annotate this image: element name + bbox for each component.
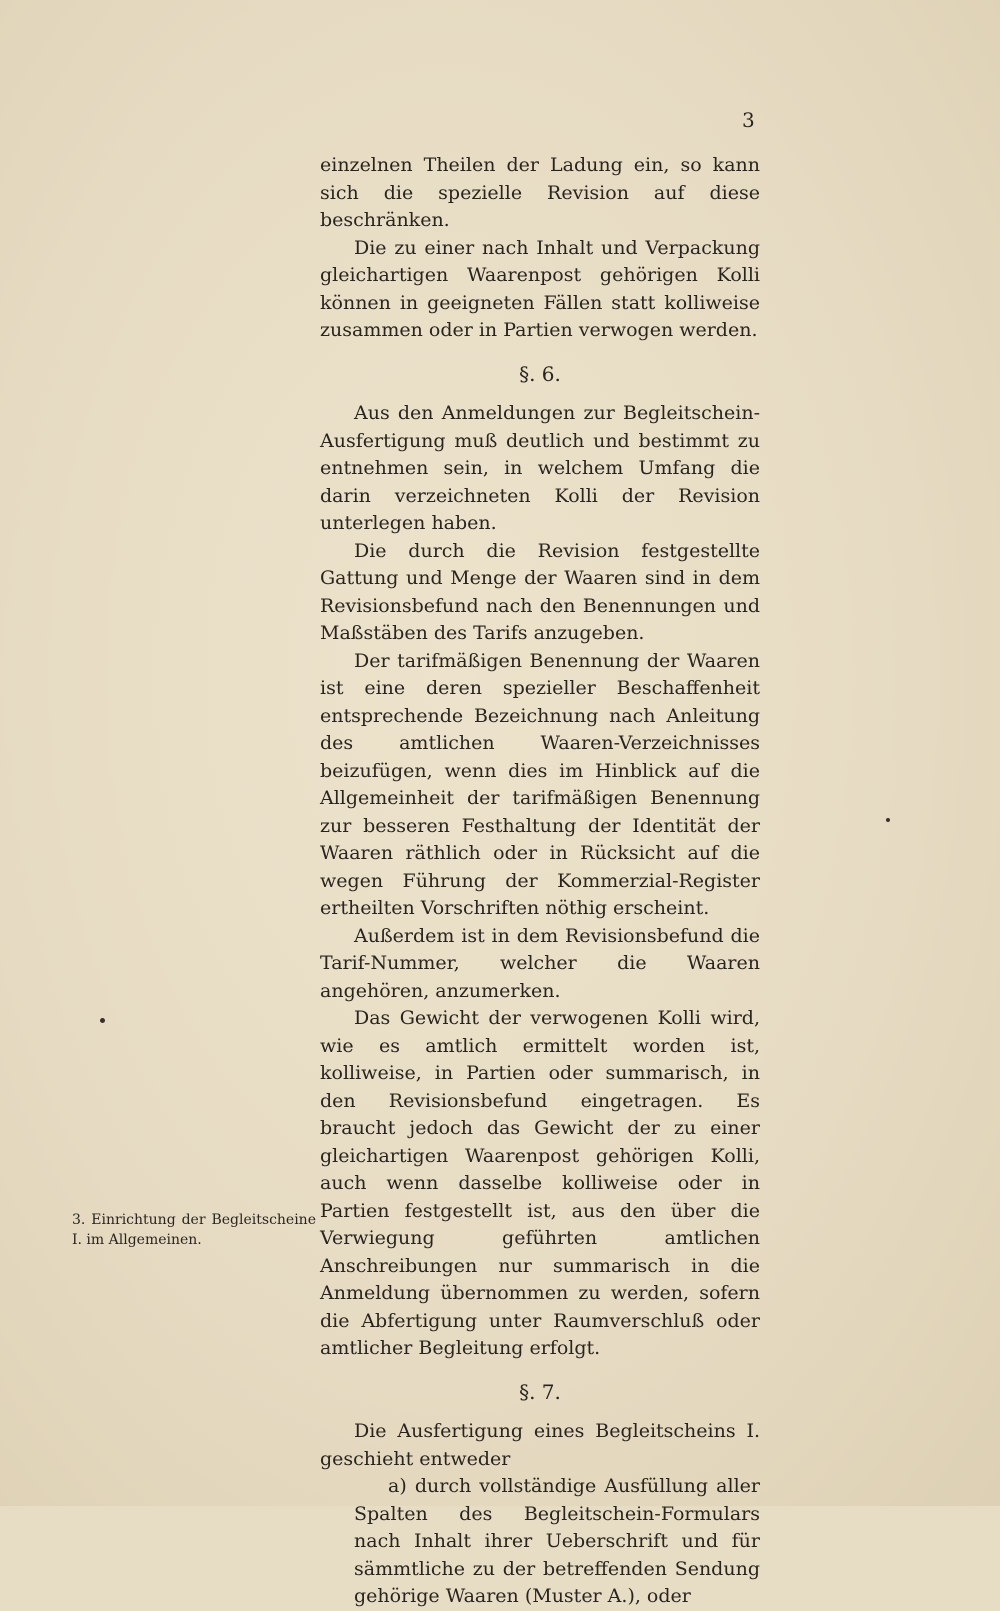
section-heading-6: §. 6. — [519, 361, 561, 386]
margin-note: 3. Einrichtung der Begleitscheine I. im Allgemeinen. — [72, 1212, 316, 1248]
paragraph: Außerdem ist in dem Revisionsbefund die Tarif-Nummer, welcher die Waaren angehören, anzumerken. — [320, 924, 760, 1002]
list-item-a: a) durch vollständige Ausfüllung aller Spalten des Begleitschein-Formulars nach Inhalt ihrer Ueberschrift und für sämmtliche zu der betreffenden Sendung gehörige Waaren (Muster A.), oder — [354, 1475, 760, 1607]
ink-speck — [100, 1018, 105, 1023]
paragraph: Aus den Anmeldungen zur Begleitschein-Ausfertigung muß deutlich und bestimmt zu entnehmen sein, in welchem Umfang die darin verzeichneten Kolli der Revision unterlegen haben. — [320, 402, 760, 534]
body-text — [320, 152, 760, 1611]
paragraph: Das Gewicht der verwogenen Kolli wird, wie es amtlich ermittelt worden ist, kolliweise, in Partien oder summarisch, in den Revisionsbefund eingetragen. Es braucht jedoch das Gewicht der zu einer gleichartigen Waarenpost gehörigen Kolli, auch wenn dasselbe kolliweise oder in Partien festgestellt ist, aus den über die Verwiegung geführten amtlichen Anschreibungen nur summarisch in die Anmeldung übernommen zu werden, sofern die Abfertigung unter Raumverschluß oder amtlicher Begleitung erfolgt. — [320, 1007, 760, 1359]
section-heading-7: §. 7. — [519, 1379, 561, 1404]
paragraph: Die durch die Revision festgestellte Gattung und Menge der Waaren sind in dem Revisionsbefund nach den Benennungen und Maßstäben des Tarifs anzugeben. — [320, 539, 760, 644]
ink-speck — [886, 818, 890, 822]
page-number: 3 — [742, 108, 755, 132]
paragraph: Der tarifmäßigen Benennung der Waaren ist eine deren spezieller Beschaffenheit entsprechende Bezeichnung nach Anleitung des amtlichen Waaren-Verzeichnisses beizufügen, wenn dies im Hinblick auf die Allgemeinheit der tarifmäßigen Benennung zur besseren Festhaltung der Identität der Waaren räthlich oder in Rücksicht auf die wegen Führung der Kommerzial-Register ertheilten Vorschriften nöthig erscheint. — [320, 649, 760, 919]
paragraph: Die Ausfertigung eines Begleitscheins I. geschieht entweder — [320, 1420, 760, 1470]
paragraph-continuation: einzelnen Theilen der Ladung ein, so kann sich die spezielle Revision auf diese beschränken. — [320, 154, 760, 231]
paragraph: Die zu einer nach Inhalt und Verpackung gleichartigen Waarenpost gehörigen Kolli können in geeigneten Fällen statt kolliweise zusammen oder in Partien verwogen werden. — [320, 236, 760, 341]
